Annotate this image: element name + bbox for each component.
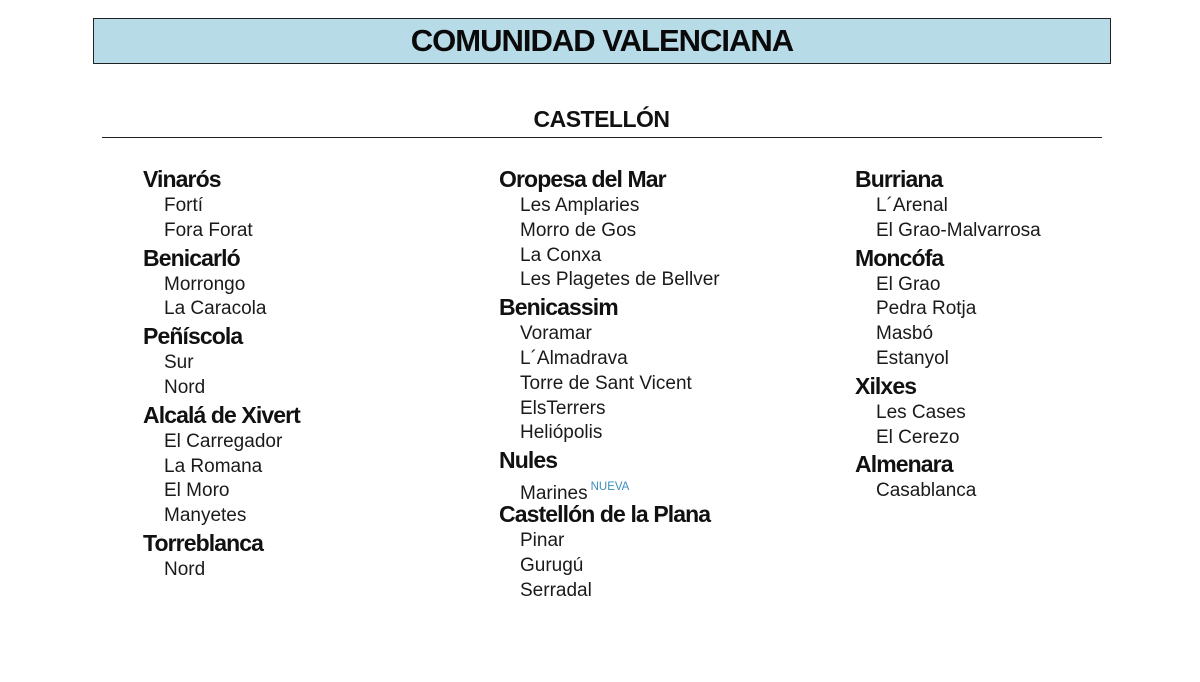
province-heading: CASTELLÓN <box>533 106 670 132</box>
new-badge: NUEVA <box>590 481 630 494</box>
beach-item: Gurugú <box>520 554 584 576</box>
beach-item: La Caracola <box>164 298 267 320</box>
town-benicassim: Benicassim <box>499 294 618 321</box>
beach-item: El Cerezo <box>876 426 960 448</box>
beach-item: Casablanca <box>876 480 977 502</box>
town-alcala-de-xivert: Alcalá de Xivert <box>143 401 300 428</box>
column-1 <box>143 165 300 583</box>
beach-name: Marines <box>520 483 588 505</box>
beach-item: Nord <box>164 376 206 398</box>
town-moncofa: Moncófa <box>855 244 944 271</box>
beach-item: Fortí <box>164 195 204 216</box>
town-xilxes: Xilxes <box>855 372 917 399</box>
column-3 <box>855 165 1041 504</box>
beach-item: Pedra Rotja <box>876 298 977 320</box>
beach-item: Pinar <box>520 529 565 551</box>
beach-item: Serradal <box>520 579 592 601</box>
town-benicarlo: Benicarló <box>143 244 240 271</box>
town-peniscola: Peñíscola <box>143 323 243 350</box>
town-vinaros: Vinarós <box>143 166 221 192</box>
beach-item: El Moro <box>164 480 230 502</box>
beach-item: ElsTerrers <box>520 397 606 419</box>
town-oropesa-del-mar: Oropesa del Mar <box>499 166 666 192</box>
beach-item: El Grao-Malvarrosa <box>876 219 1041 241</box>
town-almenara: Almenara <box>855 451 953 478</box>
beach-item: Heliópolis <box>520 422 603 444</box>
beach-item: Les Cases <box>876 401 966 423</box>
beach-item: Estanyol <box>876 347 949 369</box>
beach-item: Masbó <box>876 323 934 345</box>
town-burriana: Burriana <box>855 166 943 192</box>
town-nules: Nules <box>499 447 558 474</box>
beach-item: L´Almadrava <box>520 347 628 369</box>
beach-item: Morro de Gos <box>520 219 637 241</box>
beach-item: El Grao <box>876 273 941 295</box>
beach-item: Les Plagetes de Bellver <box>520 269 720 291</box>
beach-item: Torre de Sant Vicent <box>520 372 692 394</box>
column-2 <box>499 165 720 603</box>
town-castellon-de-la-plana: Castellón de la Plana <box>499 500 711 527</box>
beach-item <box>499 475 720 505</box>
beach-item: Morrongo <box>164 273 246 295</box>
region-title-banner <box>93 18 1111 64</box>
beach-item: Les Amplaries <box>520 195 640 216</box>
beach-item: La Romana <box>164 455 263 477</box>
beach-item: Nord <box>164 558 206 580</box>
beach-item: Voramar <box>520 323 592 345</box>
beach-item: Manyetes <box>164 505 247 527</box>
beach-item: Fora Forat <box>164 219 253 241</box>
region-title: COMUNIDAD VALENCIANA <box>410 23 794 58</box>
town-torreblanca: Torreblanca <box>143 529 264 556</box>
heading-divider <box>102 137 1102 138</box>
beach-item: Sur <box>164 352 194 374</box>
beach-item: El Carregador <box>164 430 283 452</box>
beach-item: L´Arenal <box>876 195 948 216</box>
beach-item: La Conxa <box>520 244 602 266</box>
